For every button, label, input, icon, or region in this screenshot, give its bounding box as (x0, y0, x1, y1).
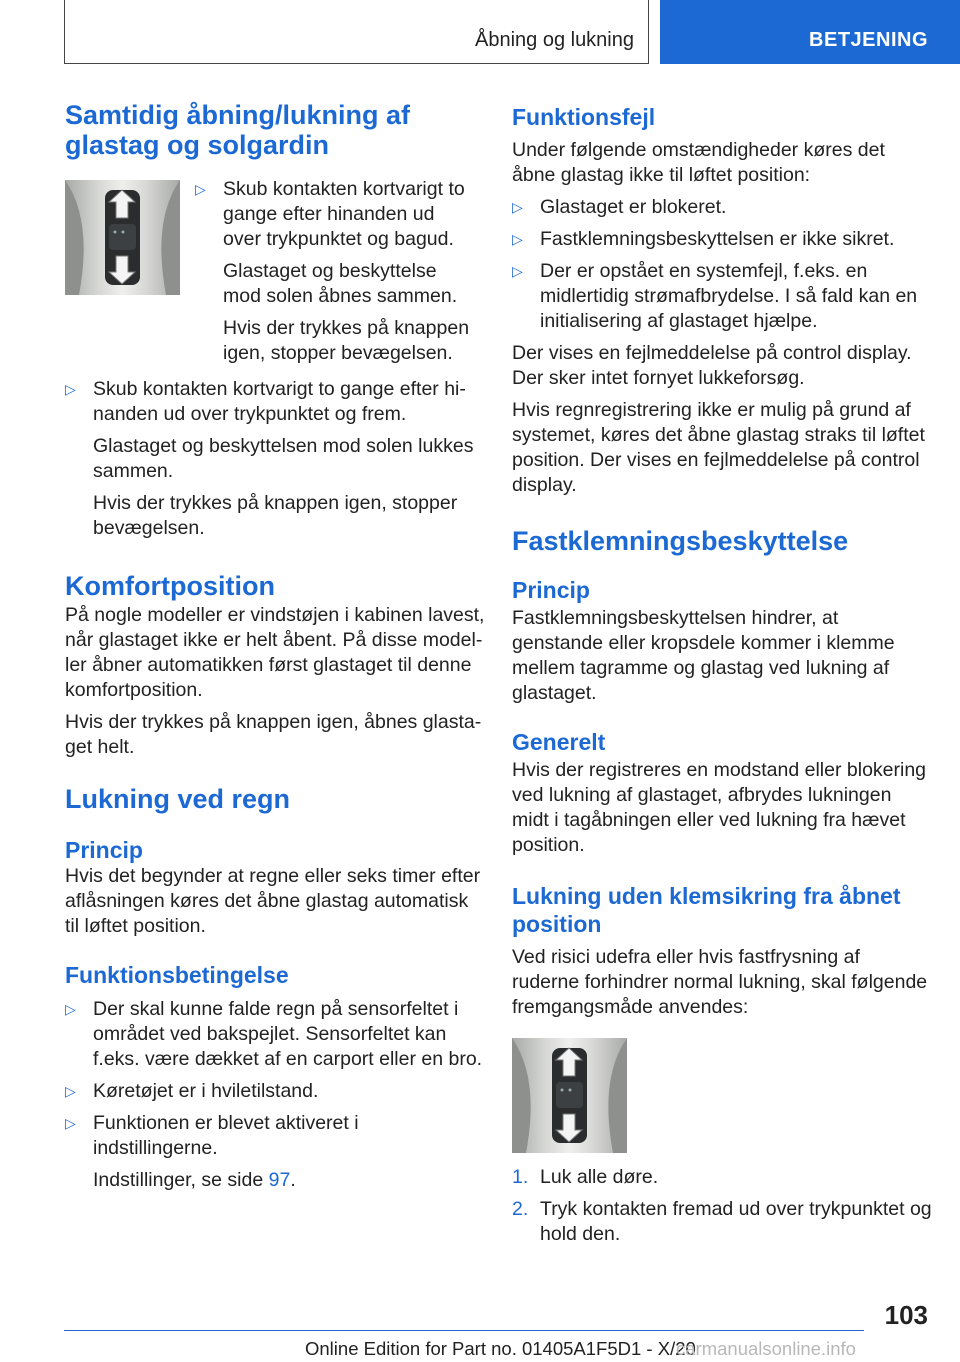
paragraph: Hvis det begynder at regne eller seks timer efter aflåsningen køres det åbne glastag automatisk til løftet position. (65, 865, 481, 937)
paragraph: Der vises en fejlmeddelelse på control display. Der sker intet fornyet lukkeforsøg. (512, 342, 912, 389)
roof-switch-illustration (65, 180, 180, 295)
list-item: ▷ Køretøjet er i hviletilstand. (65, 1080, 319, 1102)
cross-reference: Indstillinger, se side 97. (93, 1169, 296, 1191)
roof-switch-image (65, 180, 180, 295)
roof-switch-image (512, 1038, 627, 1153)
heading-komfortposition: Komfortposition (65, 571, 275, 601)
heading-samtidig: Samtidig åbning/lukning af glastag og solgardin (65, 100, 411, 160)
edition-text: Online Edition for Part no. 01405A1F5D1 - X/20 (305, 1338, 696, 1359)
list-item: ▷ Fastklemningsbeskyttelsen er ikke sikret. (512, 228, 895, 250)
list-item: ▷ Glastaget er blokeret. (512, 196, 727, 218)
watermark-text: carmanualsonline.info (676, 1338, 856, 1359)
paragraph: Under følgende omstændigheder køres det åbne glastag ikke til løftet position: (512, 139, 885, 186)
paragraph: På nogle modeller er vindstøjen i kabinen lavest, når glastaget ikke er helt åbent. På disse modeller åbner automatikken først glastaget til denne komfortposition. (65, 604, 485, 701)
heading-funktionsfejl: Funktionsfejl (512, 104, 656, 130)
header-section-label: BETJENING (809, 29, 928, 51)
bullet-triangle-icon: ▷ (65, 1083, 76, 1099)
header-chapter-title: Åbning og lukning (474, 29, 634, 51)
bullet-triangle-icon: ▷ (512, 231, 523, 247)
list-item: ▷ Funktionen er blevet aktiveret i indstillingerne. (65, 1112, 359, 1159)
step-number: 2. (512, 1198, 529, 1220)
step-number: 1. (512, 1166, 529, 1188)
right-column (512, 103, 932, 1247)
bullet-triangle-icon: ▷ (512, 199, 523, 215)
list-item: ▷ Der skal kunne falde regn på sensorfeltet i området ved bakspejlet. Sensorfeltet kan f.eks. være dækket af en carport eller en bro. (65, 998, 483, 1070)
paragraph: Hvis der trykkes på knappen igen, stopper bevægelsen. (223, 317, 470, 364)
paragraph: Ved risici udefra eller hvis fastfrysning af ruderne forhindrer normal lukning, skal følgende fremgangsmåde anvendes: (512, 946, 928, 1018)
samtidig-text (195, 177, 470, 366)
bullet-triangle-icon: ▷ (65, 1001, 76, 1017)
heading-fastklemningsbeskyttelse: Fastklemningsbeskyttelse (512, 526, 849, 556)
bullet-triangle-icon: ▷ (65, 1115, 76, 1131)
paragraph: Hvis der trykkes på knappen igen, åbnes glastaget helt. (65, 711, 482, 758)
heading-generelt: Generelt (512, 729, 606, 755)
heading-princip: Princip (512, 577, 590, 603)
bullet-triangle-icon: ▷ (65, 381, 76, 397)
list-item: ▷ Skub kontakten kortvarigt to gange efter hinanden ud over trykpunktet og bagud. (195, 178, 465, 250)
list-item: 2. Tryk kontakten fremad ud over trykpunktet og hold den. (512, 1198, 932, 1245)
header-section-tab (660, 0, 960, 64)
paragraph: Hvis regnregistrering ikke er mulig på grund af systemet, køres det åbne glastag straks til løftet position. Der vises en fejlmeddelelse på control display. (512, 399, 925, 496)
footer-divider (64, 1330, 864, 1331)
left-column (65, 100, 485, 1193)
bullet-triangle-icon: ▷ (512, 263, 523, 279)
bullet-triangle-icon: ▷ (195, 181, 206, 197)
heading-funktionsbetingelse: Funktionsbetingelse (65, 962, 289, 988)
page-link-97[interactable]: 97 (268, 1169, 291, 1191)
paragraph: Hvis der registreres en modstand eller blokering ved lukning af glastaget, afbrydes lukningen midt i tagåbningen eller ved lukning fra hævet position. (512, 759, 927, 856)
paragraph: Glastaget og beskyttelse mod solen åbnes sammen. (223, 260, 458, 307)
page-number: 103 (884, 1300, 928, 1330)
roof-switch-illustration (512, 1038, 627, 1153)
heading-princip: Princip (65, 837, 143, 863)
heading-lukning-uden-klemsikring: Lukning uden klemsikring fra åbnet position (512, 883, 901, 937)
list-item: ▷ Skub kontakten kortvarigt to gange efter hinanden ud over trykpunktet og frem. (65, 378, 466, 425)
paragraph: Glastaget og beskyttelsen mod solen lukkes sammen. (93, 435, 474, 482)
paragraph: Hvis der trykkes på knappen igen, stopper bevægelsen. (93, 492, 458, 539)
list-item: 1. Luk alle døre. (512, 1166, 659, 1188)
samtidig-block (65, 180, 485, 366)
header-left-box (64, 0, 649, 64)
heading-lukning-ved-regn: Lukning ved regn (65, 784, 291, 814)
paragraph: Fastklemningsbeskyttelsen hindrer, at genstande eller kropsdele kommer i klemme mellem tagramme og glastag ved lukning af glastaget. (512, 607, 895, 704)
list-item: ▷ Der er opstået en systemfejl, f.eks. en midlertidig strømafbrydelse. I så fald kan en initialisering af glastaget hjælpe. (512, 260, 918, 332)
